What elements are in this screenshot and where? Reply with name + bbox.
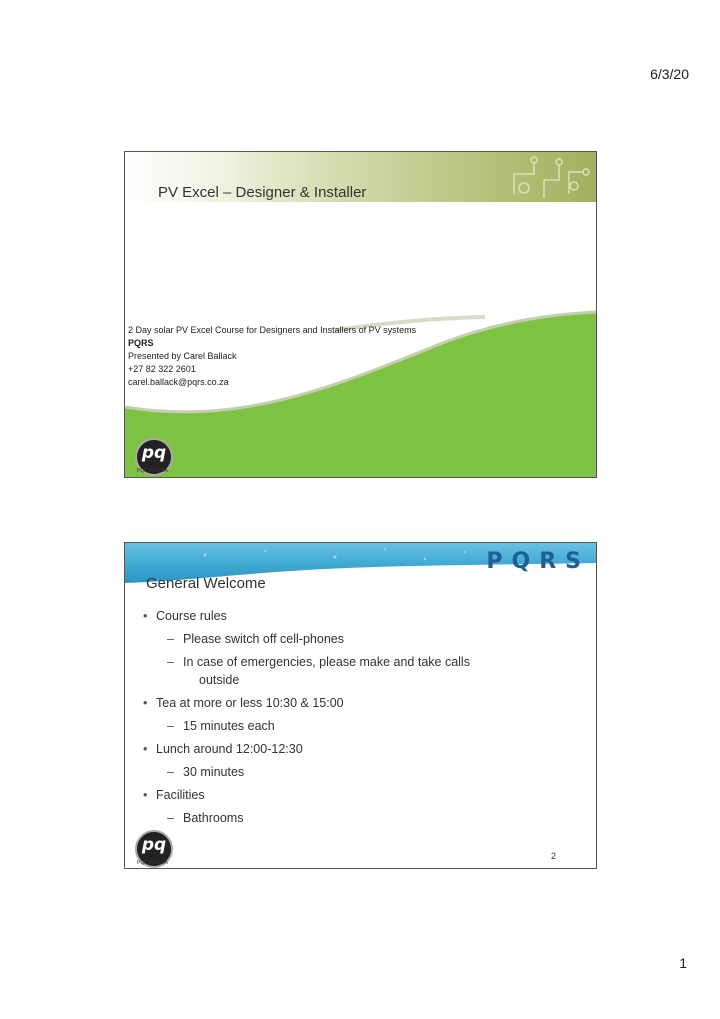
company-name: PQRS [128, 338, 154, 348]
slide-number: 2 [550, 851, 556, 861]
list-item: – Bathrooms [140, 807, 580, 830]
list-item: outside [199, 673, 240, 687]
slide-2-title: General Welcome [146, 575, 266, 592]
pq-logo [135, 830, 173, 868]
logo-subtext: PQRS.CO.ZA [137, 860, 168, 866]
page-date: 6/3/20 [650, 66, 689, 82]
slide-1-info-block [128, 324, 416, 389]
logo-subtext: PQRS.CO.ZA [137, 468, 168, 474]
list-item: – 15 minutes each [140, 715, 580, 738]
list-item: – 30 minutes [140, 761, 580, 784]
page-number: 1 [679, 955, 687, 971]
list-item: • Course rules [140, 605, 580, 628]
list-item: – In case of emergencies, please make and take calls [140, 651, 580, 674]
logo-text: pq [141, 443, 167, 463]
pqrs-brand-logo: PQRS [486, 549, 590, 574]
course-description: 2 Day solar PV Excel Course for Designers and Installers of PV systems [128, 325, 417, 335]
list-item: • Lunch around 12:00-12:30 [140, 738, 580, 761]
bullet-list [140, 605, 580, 830]
phone-number: +27 82 322 2601 [128, 364, 196, 374]
list-item: • Facilities [140, 784, 580, 807]
pq-logo [135, 438, 173, 476]
green-wave-background [125, 152, 596, 477]
email-address: carel.ballack@pqrs.co.za [128, 377, 229, 387]
list-item: – Please switch off cell-phones [140, 628, 580, 651]
slide-1 [124, 151, 597, 478]
slide-1-title: PV Excel – Designer & Installer [158, 184, 367, 201]
logo-text: pq [141, 835, 167, 855]
slide-2 [124, 542, 597, 869]
list-item: • Tea at more or less 10:30 & 15:00 [140, 692, 580, 715]
presenter: Presented by Carel Ballack [128, 351, 237, 361]
